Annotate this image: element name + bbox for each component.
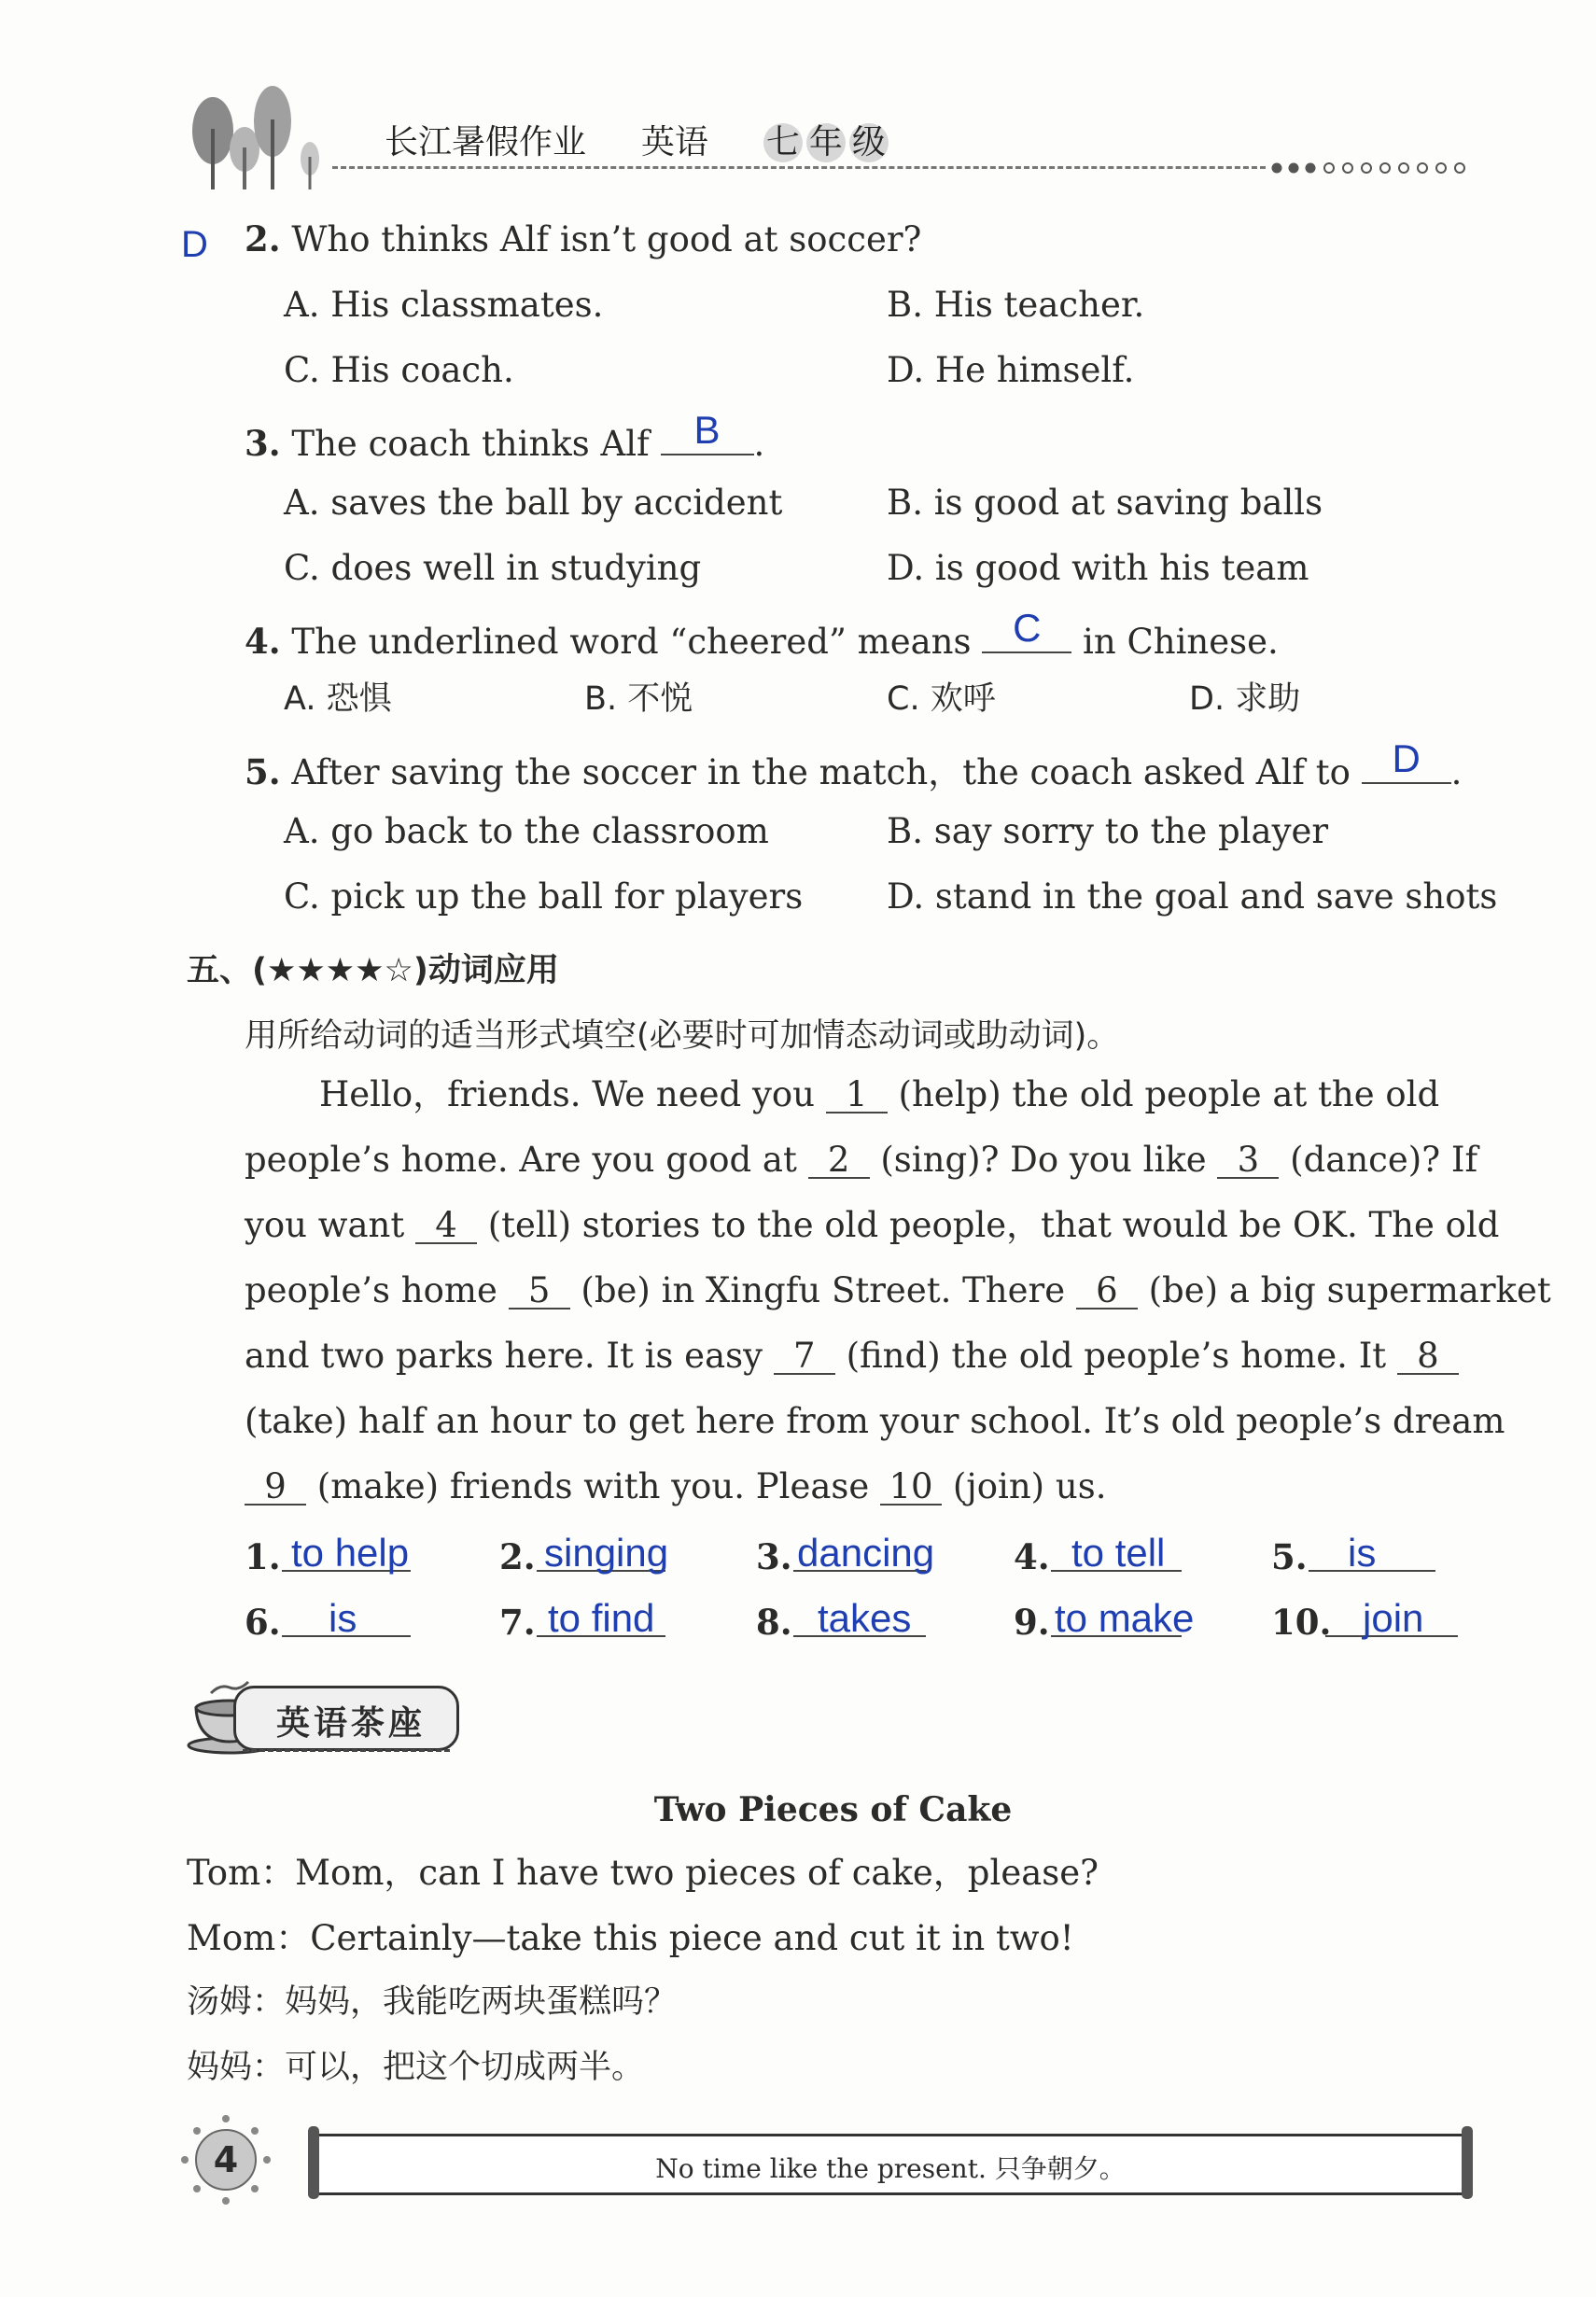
answer-number: 9. [1014,1602,1050,1643]
story-title: Two Pieces of Cake [653,1790,1013,1829]
blank-3: 3 [1217,1142,1279,1179]
handwritten-answer-q5: D [1392,736,1421,780]
blank-7: 7 [774,1338,835,1375]
option-d: D. 求助 [1189,680,1301,718]
handwritten-answer-9: to make [1055,1596,1195,1640]
question-number: 2. [245,218,281,259]
question-number: 3. [245,423,281,464]
tea-corner-underline [243,1749,450,1752]
handwritten-answer-10: join [1363,1596,1424,1640]
option-c: C. does well in studying [284,548,702,588]
dialogue-line-mom: Mom：Certainly—take this piece and cut it in two! [187,1918,1074,1958]
option-c: C. pick up the ball for players [284,876,804,917]
handwritten-answer-3: dancing [797,1531,935,1575]
handwritten-answer-7: to find [548,1596,655,1640]
grade-char-3: 级 [849,123,889,162]
option-c: C. His coach. [284,350,514,390]
answer-number: 1. [245,1536,281,1577]
blank-10: 10 [880,1469,942,1506]
handwritten-answer-4: to tell [1071,1531,1166,1575]
blank-2: 2 [808,1142,870,1179]
section-heading: 五、(★★★★☆)动词应用 [187,952,559,989]
question-stem: The coach thinks Alf [291,424,650,464]
question-3: 3. The coach thinks Alf B . [245,408,765,464]
blank-5: 5 [509,1273,570,1310]
question-stem: After saving the soccer in the match，the coach asked Alf to [291,752,1351,792]
subject-label: 英语 [640,123,708,161]
option-a: A. His classmates. [284,285,604,325]
answer-number: 7. [499,1602,536,1643]
handwritten-answer-5: is [1348,1531,1377,1575]
question-number: 4. [245,621,281,662]
handwritten-answer-q4: C [1013,606,1042,650]
question-stem: Who thinks Alf isn’t good at soccer? [291,219,922,259]
option-b: B. is good at saving balls [887,483,1323,523]
dialogue-line-tom: Tom：Mom，can I have two pieces of cake，please? [187,1853,1099,1893]
answer-number: 10. [1271,1602,1332,1643]
blank-8: 8 [1397,1338,1459,1375]
blank-9: 9 [245,1469,306,1506]
book-series-title: 长江暑假作业 [385,123,587,161]
option-a: A. go back to the classroom [284,811,769,851]
section-instruction: 用所给动词的适当形式填空(必要时可加情态动词或助动词)。 [245,1017,1120,1055]
header-divider [332,166,1266,169]
grade-char-1: 七 [763,123,803,162]
dialogue-line-mom-cn: 妈妈：可以，把这个切成两半。 [187,2049,645,2086]
dialogue-line-tom-cn: 汤姆：妈妈，我能吃两块蛋糕吗？ [187,1983,678,2021]
option-d: D. is good with his team [887,548,1309,588]
trees-icon [187,73,327,194]
motto-text: No time like the present. 只争朝夕。 [655,2153,1126,2184]
answer-number: 6. [245,1602,281,1643]
answer-number: 5. [1271,1536,1308,1577]
grade-char-2: 年 [806,123,846,162]
option-b: B. 不悦 [584,680,693,718]
question-4: 4. The underlined word “cheered” means C in Chinese. [245,606,1279,662]
header-dots-icon [1269,159,1479,177]
question-5: 5. After saving the soccer in the match，the coach asked Alf to D . [245,736,1463,792]
question-stem: The underlined word “cheered” means [291,622,972,662]
answer-number: 2. [499,1536,536,1577]
handwritten-answer-q3: B [693,408,721,452]
handwritten-answer-6: is [329,1596,357,1640]
handwritten-answer-2: singing [544,1531,669,1575]
option-b: B. say sorry to the player [887,811,1329,851]
tea-corner-label: 英语茶座 [276,1704,427,1743]
answer-number: 8. [756,1602,792,1643]
answer-number: 3. [756,1536,792,1577]
handwritten-answer-1: to help [291,1531,410,1575]
option-a: A. 恐惧 [284,680,392,718]
handwritten-answer-q2: D [181,224,208,265]
handwritten-answer-8: takes [818,1596,912,1640]
option-a: A. saves the ball by accident [284,483,783,523]
question-number: 5. [245,751,281,792]
blank-4: 4 [415,1208,477,1244]
option-b: B. His teacher. [887,285,1145,325]
blank-6: 6 [1076,1273,1138,1310]
blank-1: 1 [826,1077,888,1113]
option-d: D. stand in the goal and save shots [887,876,1498,917]
question-2 [245,218,922,259]
option-c: C. 欢呼 [887,680,996,718]
answer-number: 4. [1014,1536,1050,1577]
option-d: D. He himself. [887,350,1135,390]
page-number: 4 [213,2139,239,2180]
